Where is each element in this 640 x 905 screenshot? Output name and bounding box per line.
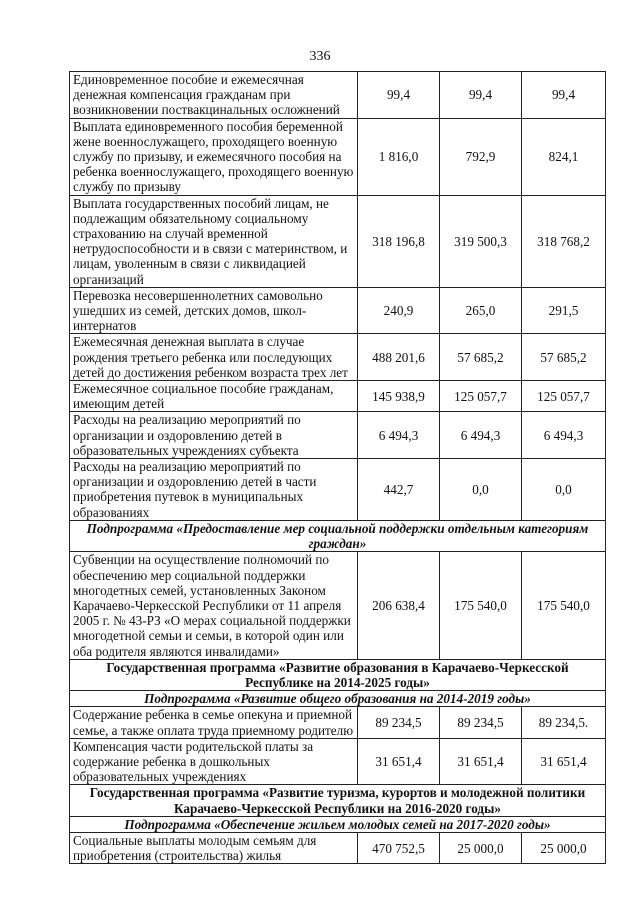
amount-cell: 31 651,4 (358, 738, 440, 785)
table-row (70, 459, 606, 521)
expense-description: Ежемесячная денежная выплата в случае рождения третьего ребенка или последующих детей до достижения ребенком возраста трех лет (70, 334, 358, 381)
page-number: 336 (309, 49, 331, 64)
amount-cell: 442,7 (358, 459, 440, 521)
amount-cell: 824,1 (522, 118, 606, 195)
amount-cell: 0,0 (440, 459, 522, 521)
table-row (70, 738, 606, 785)
amount-cell: 99,4 (440, 72, 522, 119)
amount-cell: 89 234,5 (440, 707, 522, 738)
amount-cell: 1 816,0 (358, 118, 440, 195)
expense-description: Социальные выплаты молодым семьям для приобретения (строительства) жилья (70, 832, 358, 863)
amount-cell: 175 540,0 (522, 552, 606, 659)
amount-cell: 792,9 (440, 118, 522, 195)
amount-cell: 31 651,4 (522, 738, 606, 785)
amount-cell: 318 196,8 (358, 195, 440, 287)
expense-description: Перевозка несовершеннолетних самовольно ушедших из семей, детских домов, школ-интернатов (70, 287, 358, 334)
table-row (70, 381, 606, 412)
amount-cell: 291,5 (522, 287, 606, 334)
table-row (70, 412, 606, 459)
expense-description: Единовременное пособие и ежемесячная денежная компенсация гражданам при возникновении поствакцинальных осложнений (70, 72, 358, 119)
amount-cell: 175 540,0 (440, 552, 522, 659)
amount-cell: 488 201,6 (358, 334, 440, 381)
amount-cell: 318 768,2 (522, 195, 606, 287)
amount-cell: 6 494,3 (522, 412, 606, 459)
subprogram-title: Подпрограмма «Обеспечение жильем молодых семей на 2017-2020 годы» (70, 816, 606, 832)
amount-cell: 6 494,3 (440, 412, 522, 459)
amount-cell: 145 938,9 (358, 381, 440, 412)
table-row (70, 707, 606, 738)
amount-cell: 125 057,7 (522, 381, 606, 412)
amount-cell: 57 685,2 (440, 334, 522, 381)
subprogram-header-row (70, 816, 606, 832)
program-header-row (70, 785, 606, 816)
amount-cell: 31 651,4 (440, 738, 522, 785)
amount-cell: 206 638,4 (358, 552, 440, 659)
table-row (70, 552, 606, 659)
expense-description: Содержание ребенка в семье опекуна и приемной семье, а также оплата труда приемному родителю (70, 707, 358, 738)
table-row (70, 195, 606, 287)
subprogram-title: Подпрограмма «Предоставление мер социальной поддержки отдельным категориям граждан» (70, 520, 606, 551)
amount-cell: 25 000,0 (440, 832, 522, 863)
table-row (70, 118, 606, 195)
table-row (70, 287, 606, 334)
amount-cell: 99,4 (522, 72, 606, 119)
table-row (70, 334, 606, 381)
subprogram-title: Подпрограмма «Развитие общего образования на 2014-2019 годы» (70, 691, 606, 707)
program-title: Государственная программа «Развитие образования в Карачаево-Черкесской Республике на 2014-2025 годы» (70, 659, 606, 690)
amount-cell: 470 752,5 (358, 832, 440, 863)
amount-cell: 89 234,5 (358, 707, 440, 738)
amount-cell: 89 234,5. (522, 707, 606, 738)
budget-table (69, 71, 606, 864)
budget-table-body (70, 72, 606, 864)
expense-description: Выплата государственных пособий лицам, не подлежащим обязательному социальному страхованию на случай временной нетрудоспособности и в связи с материнством, и лицам, уволенным в связи с ликвидацией организаций (70, 195, 358, 287)
subprogram-header-row (70, 520, 606, 551)
amount-cell: 57 685,2 (522, 334, 606, 381)
expense-description: Выплата единовременного пособия беременной жене военнослужащего, проходящего военную службу по призыву, и ежемесячного пособия на ребенка военнослужащего, проходящего военную службу по призыву (70, 118, 358, 195)
expense-description: Компенсация части родительской платы за содержание ребенка в дошкольных образовательных учреждениях (70, 738, 358, 785)
amount-cell: 319 500,3 (440, 195, 522, 287)
expense-description: Субвенции на осуществление полномочий по обеспечению мер социальной поддержки многодетных семей, установленных Законом Карачаево-Черкесской Республики от 11 апреля 2005 г. № 43-РЗ «О мерах социальной поддержки многодетной семьи и семьи, в которой один или оба родителя являются инвалидами» (70, 552, 358, 659)
table-row (70, 832, 606, 863)
expense-description: Расходы на реализацию мероприятий по организации и оздоровлению детей в образовательных учреждениях субъекта (70, 412, 358, 459)
amount-cell: 265,0 (440, 287, 522, 334)
amount-cell: 25 000,0 (522, 832, 606, 863)
amount-cell: 125 057,7 (440, 381, 522, 412)
expense-description: Ежемесячное социальное пособие гражданам, имеющим детей (70, 381, 358, 412)
program-title: Государственная программа «Развитие туризма, курортов и молодежной политики Карачаево-Черкесской Республики на 2016-2020 годы» (70, 785, 606, 816)
amount-cell: 240,9 (358, 287, 440, 334)
expense-description: Расходы на реализацию мероприятий по организации и оздоровлению детей в части приобретения путевок в муниципальных образованиях (70, 459, 358, 521)
subprogram-header-row (70, 691, 606, 707)
amount-cell: 0,0 (522, 459, 606, 521)
table-row (70, 72, 606, 119)
program-header-row (70, 659, 606, 690)
amount-cell: 99,4 (358, 72, 440, 119)
amount-cell: 6 494,3 (358, 412, 440, 459)
